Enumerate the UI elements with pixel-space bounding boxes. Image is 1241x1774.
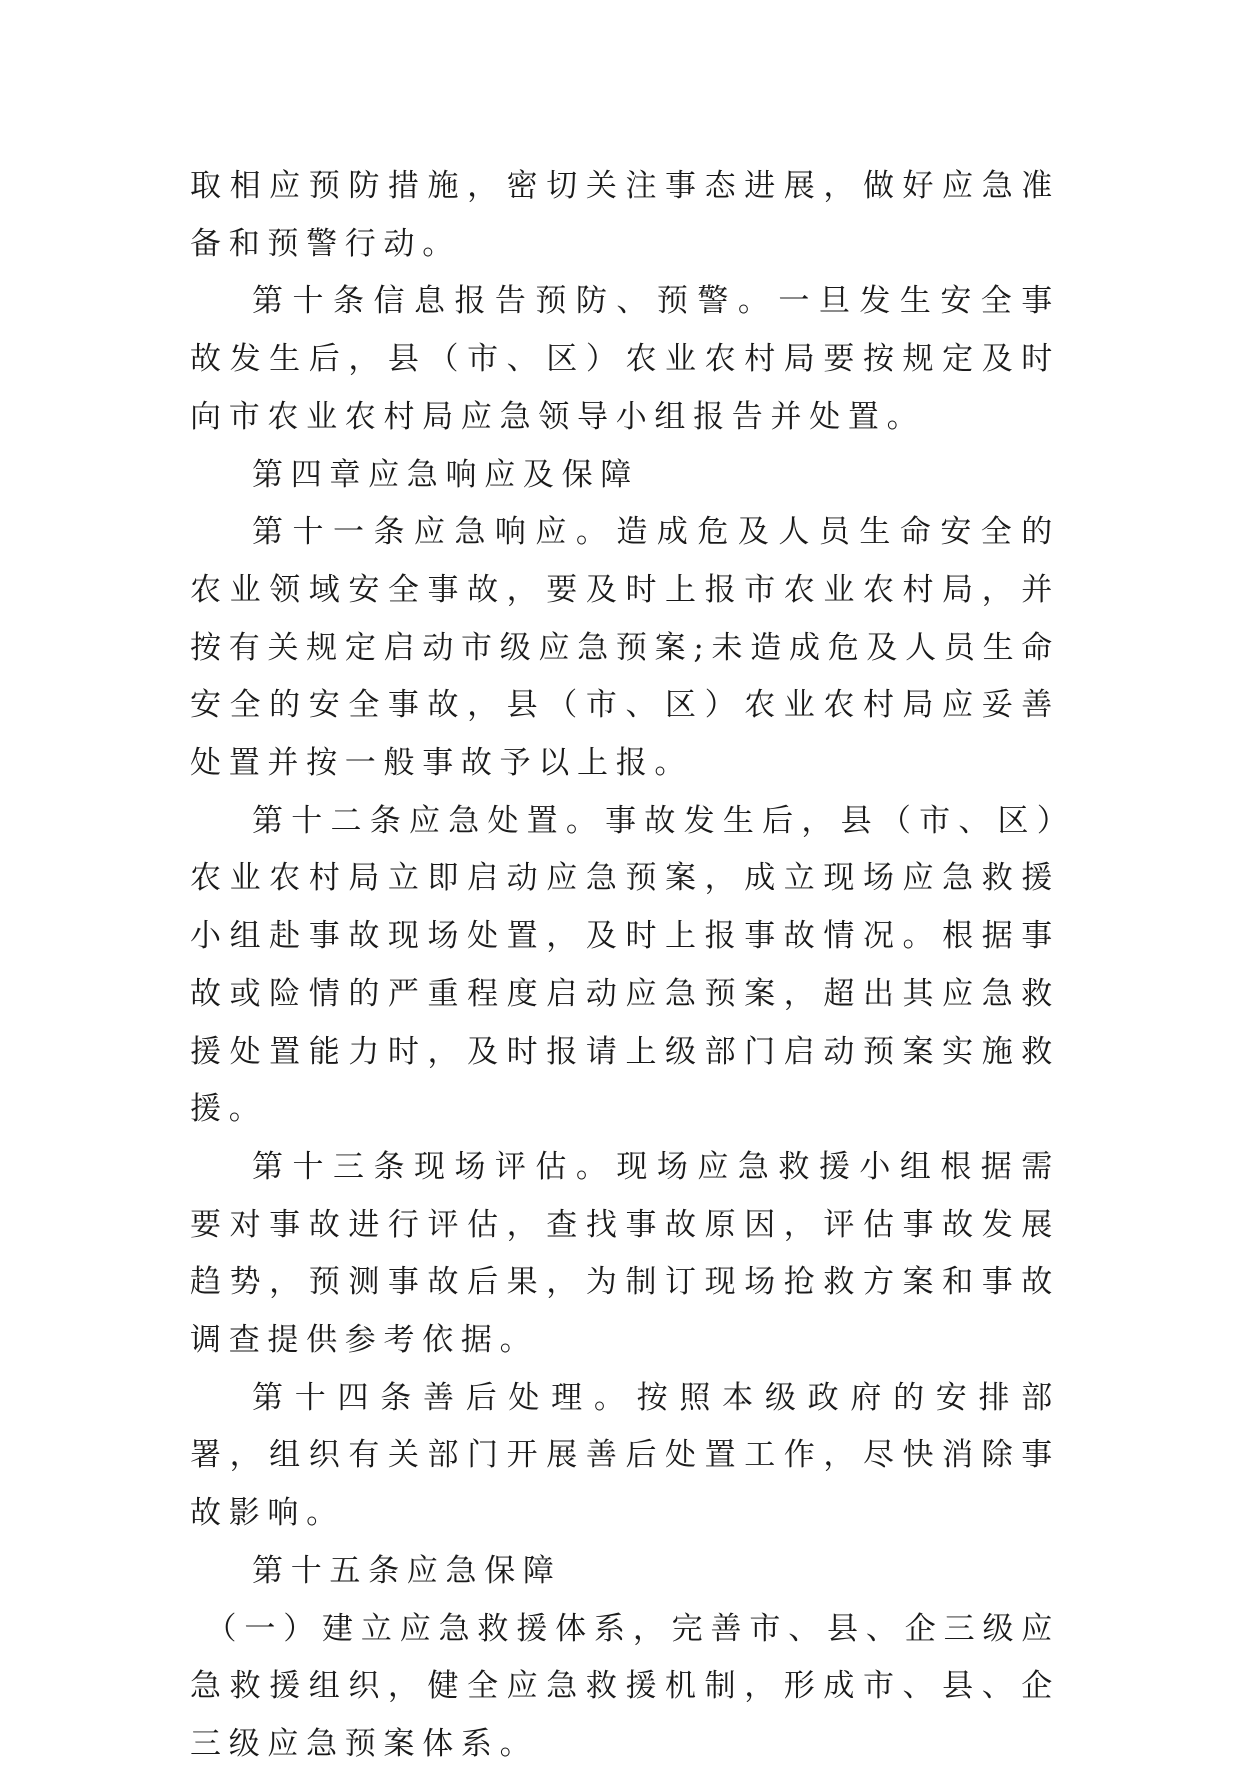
paragraph-article-10: 第十条信息报告预防、预警。一旦发生安全事故发生后，县（市、区）农业农村局要按规定及时向市农业农村局应急领导小组报告并处置。 — [190, 283, 1060, 435]
paragraph-article-11: 第十一条应急响应。造成危及人员生命安全的农业领域安全事故，要及时上报市农业农村局，并按有关规定启动市级应急预案;未造成危及人员生命安全的安全事故，县（市、区）农业农村局应妥善处置并按一般事故予以上报。 — [190, 514, 1060, 782]
paragraph-continuation: 取相应预防措施，密切关注事态进展，做好应急准备和预警行动。 — [190, 168, 1060, 262]
paragraph-article-15-title: 第十五条应急保障 — [252, 1552, 562, 1589]
paragraph-article-14: 第十四条善后处理。按照本级政府的安排部署，组织有关部门开展善后处置工作，尽快消除事故影响。 — [190, 1379, 1060, 1532]
paragraph-article-12: 第十二条应急处置。事故发生后，县（市、区）农业农村局立即启动应急预案，成立现场应急救援小组赴事故现场处置，及时上报事故情况。根据事故或险情的严重程度启动应急预案，超出其应急救援处置能力时，及时报请上级部门启动预案实施救援。 — [190, 802, 1060, 1128]
chapter-heading-4: 第四章应急响应及保障 — [252, 456, 639, 493]
document-body — [190, 158, 1060, 1774]
paragraph-article-13: 第十三条现场评估。现场应急救援小组根据需要对事故进行评估，查找事故原因，评估事故发展趋势，预测事故后果，为制订现场抢救方案和事故调查提供参考依据。 — [190, 1148, 1060, 1359]
paragraph-article-15-item-1: （一）建立应急救援体系，完善市、县、企三级应急救援组织，健全应急救援机制，形成市、县、企三级应急预案体系。 — [190, 1610, 1060, 1762]
